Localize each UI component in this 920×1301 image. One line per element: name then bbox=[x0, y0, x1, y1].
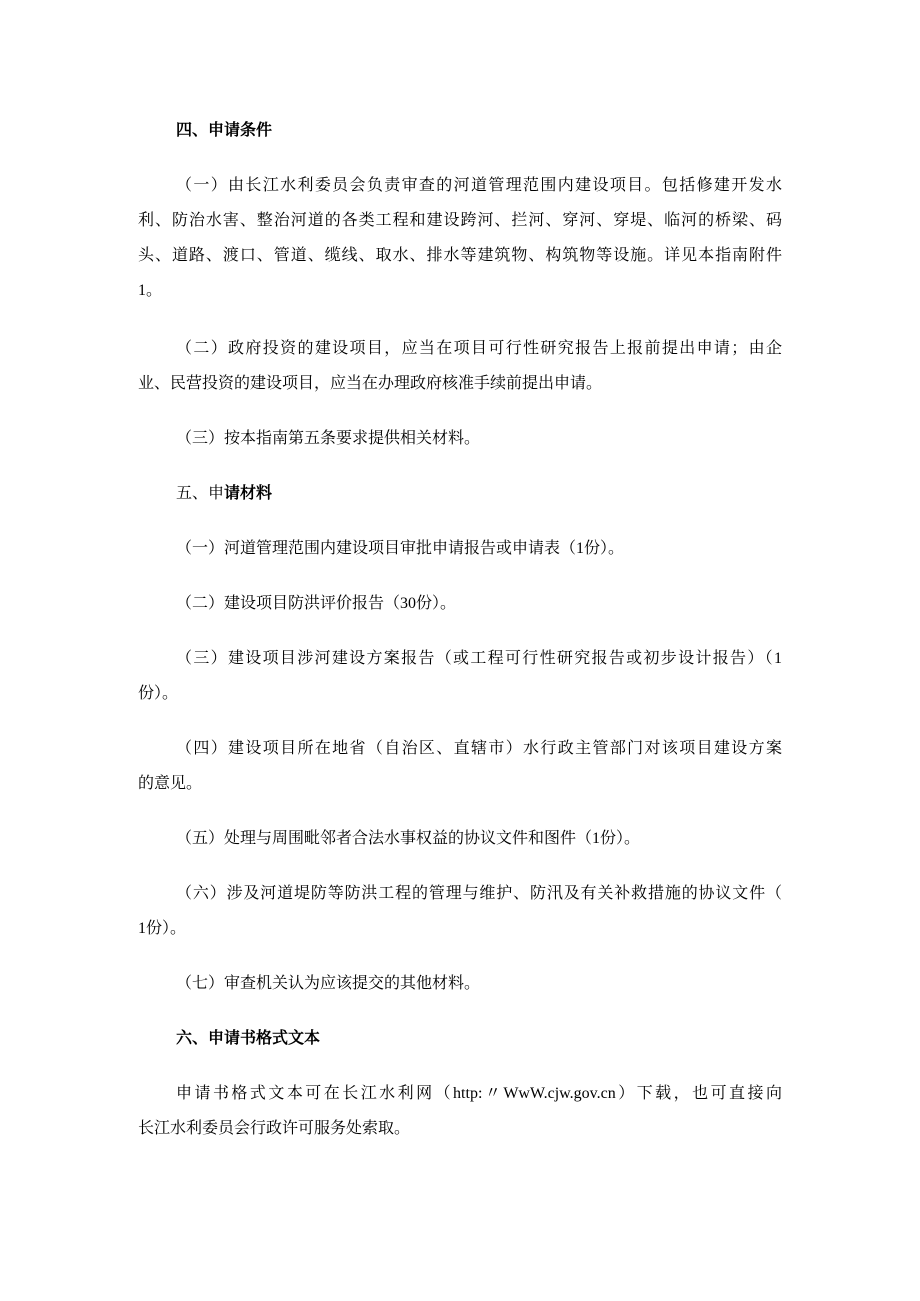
text-line: 业、民营投资的建设项目，应当在办理政府核准手续前提出申请。 bbox=[138, 375, 603, 392]
text-line: （二）建设项目防洪评价报告（30份）。 bbox=[176, 595, 457, 612]
heading-part: 五、申 bbox=[176, 485, 225, 502]
paragraph-format-1 bbox=[138, 1076, 782, 1146]
paragraph-materials-4 bbox=[138, 731, 782, 801]
text-line: 长江水利委员会行政许可服务处索取。 bbox=[138, 1120, 411, 1137]
section-heading-format: 六、申请书格式文本 bbox=[176, 1030, 321, 1047]
text-line: （七）审查机关认为应该提交的其他材料。 bbox=[176, 975, 481, 992]
text-line: 1份）。 bbox=[138, 920, 187, 937]
paragraph-materials-6 bbox=[138, 876, 782, 946]
paragraph-conditions-3 bbox=[138, 421, 782, 456]
section-heading-materials bbox=[138, 476, 782, 511]
text-line: （一）河道管理范围内建设项目审批申请报告或申请表（1份）。 bbox=[176, 540, 625, 557]
text-line: 利、防治水害、整治河道的各类工程和建设跨河、拦河、穿河、穿堤、临河的桥梁、码 bbox=[138, 212, 782, 229]
paragraph-materials-3 bbox=[138, 641, 782, 711]
text-line: 份）。 bbox=[138, 685, 179, 702]
paragraph-conditions-1 bbox=[138, 168, 782, 308]
text-line: 的意见。 bbox=[138, 775, 203, 792]
document-page bbox=[138, 113, 782, 1166]
text-line: （三）按本指南第五条要求提供相关材料。 bbox=[176, 430, 481, 447]
paragraph-materials-5 bbox=[138, 821, 782, 856]
heading-part: 请材料 bbox=[224, 485, 273, 502]
paragraph-conditions-2 bbox=[138, 331, 782, 401]
paragraph-materials-1 bbox=[138, 531, 782, 566]
paragraph-materials-7 bbox=[138, 966, 782, 1001]
text-line: （二）政府投资的建设项目，应当在项目可行性研究报告上报前提出申请；由企 bbox=[176, 340, 782, 357]
text-line: （五）处理与周围毗邻者合法水事权益的协议文件和图件（1份）。 bbox=[176, 830, 641, 847]
text-line: （六）涉及河道堤防等防洪工程的管理与维护、防汛及有关补救措施的协议文件（ bbox=[176, 885, 782, 902]
text-line: （四）建设项目所在地省（自治区、直辖市）水行政主管部门对该项目建设方案 bbox=[176, 740, 782, 757]
section-heading-conditions: 四、申请条件 bbox=[176, 122, 273, 139]
text-line: （一）由长江水利委员会负责审查的河道管理范围内建设项目。包括修建开发水 bbox=[176, 177, 782, 194]
text-line: 1。 bbox=[138, 282, 163, 299]
text-line: 申请书格式文本可在长江水利网（http:〃WwW.cjw.gov.cn）下载，也可直接向 bbox=[176, 1085, 782, 1102]
text-line: 头、道路、渡口、管道、缆线、取水、排水等建筑物、构筑物等设施。详见本指南附件 bbox=[138, 247, 782, 264]
paragraph-materials-2 bbox=[138, 586, 782, 621]
text-line: （三）建设项目涉河建设方案报告（或工程可行性研究报告或初步设计报告）（1 bbox=[176, 650, 782, 667]
